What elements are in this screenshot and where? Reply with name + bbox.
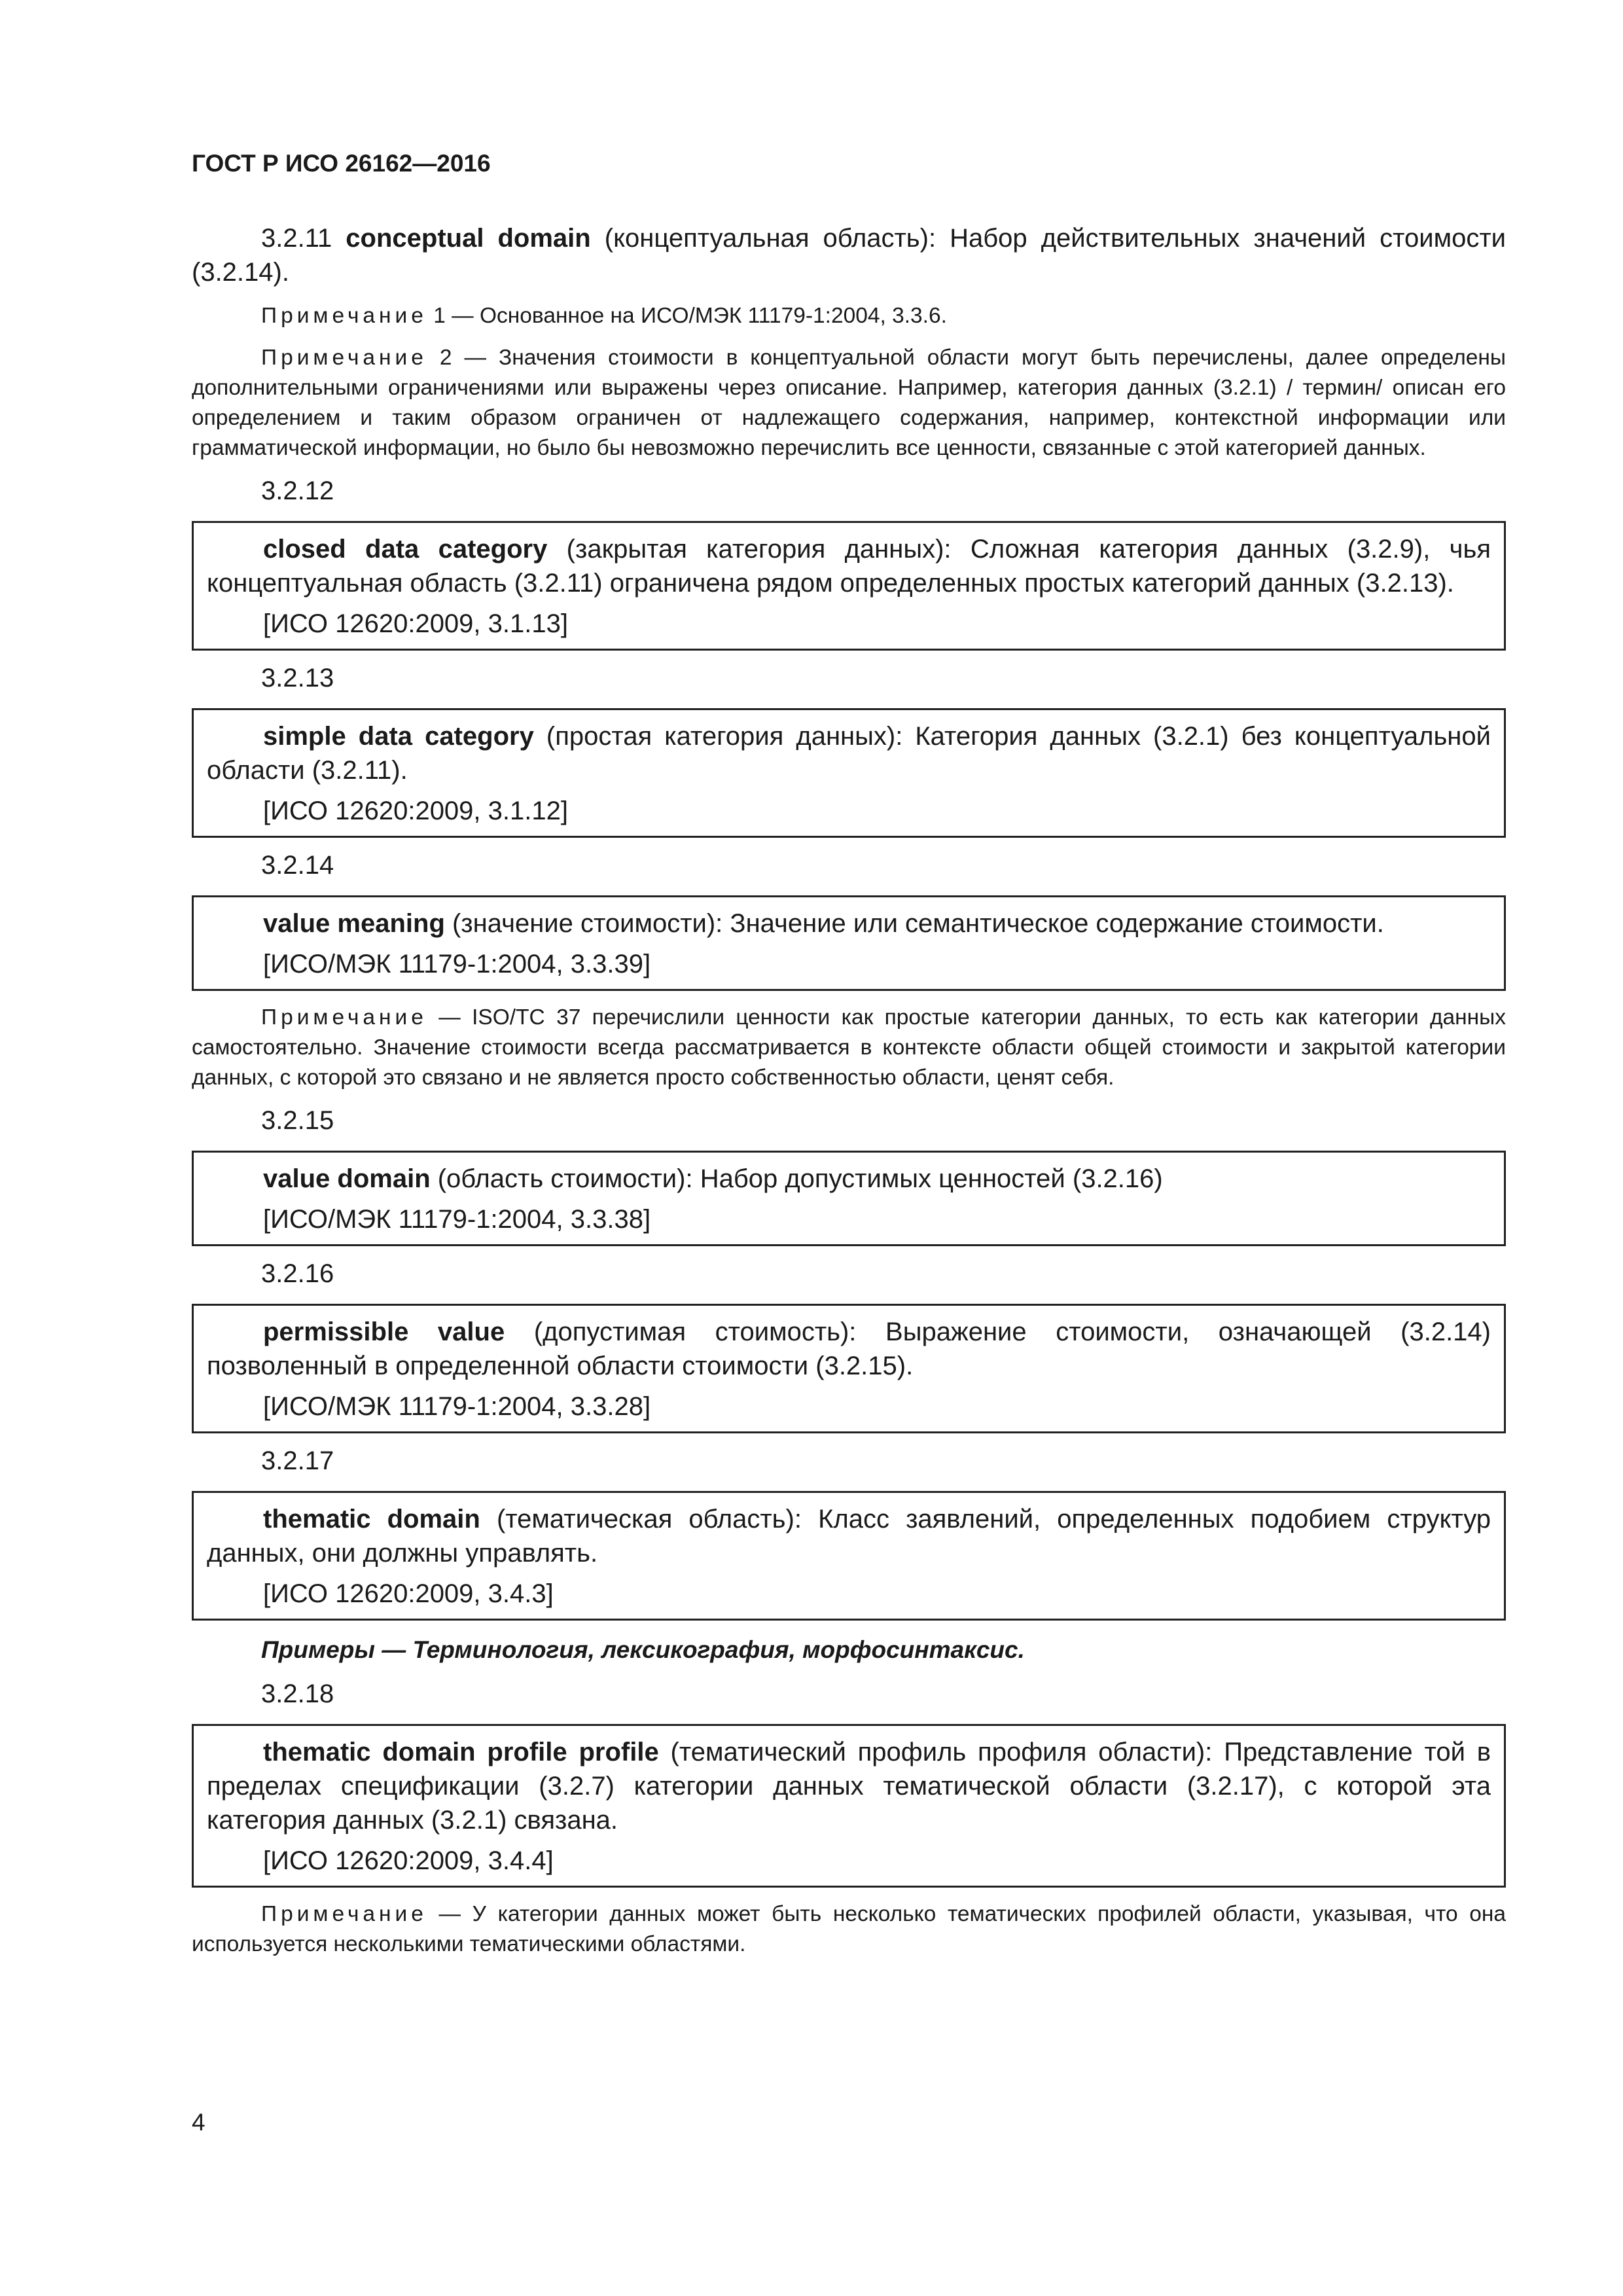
source-reference: [ИСО/МЭК 11179-1:2004, 3.3.38] xyxy=(263,1205,651,1234)
note xyxy=(192,1899,1506,1960)
document-content xyxy=(192,221,1506,1960)
source-reference: [ИСО 12620:2009, 3.1.12] xyxy=(263,797,568,825)
note-text: — У категории данных может быть несколько тематических профилей области, указывая, что она используется несколькими тематическими областями. xyxy=(192,1902,1506,1956)
note-label: Примечание xyxy=(261,1005,427,1030)
note-1 xyxy=(192,301,1506,331)
entry-number: 3.2.16 xyxy=(261,1259,334,1288)
note-text: 2 — Значения стоимости в концептуальной области могут быть перечислены, далее определены дополнительными ограничениями или выражены через описание. Например, категория данных (3.2.1) / термин/ описан его определением и таким образом ограничен от надлежащего содержания, например, контекстной информации или грамматической информации, но было бы невозможно перечислить все ценности, связанные с этой категорией данных. xyxy=(192,346,1506,460)
definition xyxy=(207,1735,1491,1837)
entry-number: 3.2.13 xyxy=(261,664,334,692)
definition-text: (значение стоимости): Значение или семантическое содержание стоимости. xyxy=(444,909,1384,938)
source-reference: [ИСО/МЭК 11179-1:2004, 3.3.28] xyxy=(263,1392,651,1421)
definition-text: (тематическая область): Класс заявлений, определенных подобием структур данных, они должны управлять. xyxy=(207,1505,1491,1568)
note-label: Примечание xyxy=(261,304,427,328)
definition: (концептуальная область): Набор действительных значений стоимости (3.2.14). xyxy=(192,224,1506,287)
note-text: 1 — Основанное на ИСО/МЭК 11179-1:2004, 3.3.6. xyxy=(427,304,947,328)
definition-box-3-2-15 xyxy=(192,1151,1506,1246)
definition-box-3-2-16 xyxy=(192,1304,1506,1433)
term: simple data category xyxy=(263,722,534,751)
entry-number: 3.2.11 xyxy=(261,224,332,253)
page-number: 4 xyxy=(192,2109,205,2136)
note-label: Примечание xyxy=(261,346,427,370)
entry-number: 3.2.14 xyxy=(261,851,334,880)
definition-box-3-2-12 xyxy=(192,521,1506,651)
definition xyxy=(207,906,1491,941)
definition-text: (допустимая стоимость): Выражение стоимости, означающей (3.2.14) позволенный в определенной области стоимости (3.2.15). xyxy=(207,1318,1491,1380)
term: conceptual domain xyxy=(346,224,591,253)
entry-3-2-11 xyxy=(192,221,1506,289)
entry-number: 3.2.12 xyxy=(261,476,334,505)
source-reference: [ИСО/МЭК 11179-1:2004, 3.3.39] xyxy=(263,950,651,978)
term: value domain xyxy=(263,1164,431,1193)
note-label: Примечание xyxy=(261,1902,427,1926)
term: permissible value xyxy=(263,1318,505,1346)
definition-box-3-2-13 xyxy=(192,708,1506,838)
definition-text: (область стоимости): Набор допустимых ценностей (3.2.16) xyxy=(430,1164,1163,1193)
definition-text: (простая категория данных): Категория данных (3.2.1) без концептуальной области (3.2.11). xyxy=(207,722,1491,785)
examples: Примеры — Терминология, лексикография, морфосинтаксис. xyxy=(261,1636,1025,1663)
definition xyxy=(207,1162,1491,1196)
definition-box-3-2-14 xyxy=(192,895,1506,991)
term: thematic domain xyxy=(263,1505,480,1534)
definition xyxy=(207,532,1491,600)
entry-number: 3.2.15 xyxy=(261,1106,334,1135)
definition xyxy=(207,719,1491,787)
note-2 xyxy=(192,343,1506,463)
note xyxy=(192,1003,1506,1093)
definition-box-3-2-18 xyxy=(192,1724,1506,1888)
term: thematic domain profile profile xyxy=(263,1738,659,1767)
term: closed data category xyxy=(263,535,548,564)
note-text: — ISO/TC 37 перечислили ценности как простые категории данных, то есть как категории данных самостоятельно. Значение стоимости всегда рассматривается в контексте области общей стоимости и закрытой категории данных, с которой это связано и не является просто собственностью области, ценят себя. xyxy=(192,1005,1506,1090)
definition xyxy=(207,1502,1491,1570)
source-reference: [ИСО 12620:2009, 3.4.3] xyxy=(263,1579,554,1608)
entry-number: 3.2.17 xyxy=(261,1446,334,1475)
source-reference: [ИСО 12620:2009, 3.4.4] xyxy=(263,1846,554,1875)
entry-number: 3.2.18 xyxy=(261,1679,334,1708)
definition-box-3-2-17 xyxy=(192,1491,1506,1621)
source-reference: [ИСО 12620:2009, 3.1.13] xyxy=(263,609,568,638)
definition-text: (закрытая категория данных): Сложная категория данных (3.2.9), чья концептуальная область (3.2.11) ограничена рядом определенных простых категорий данных (3.2.13). xyxy=(207,535,1491,598)
definition xyxy=(207,1315,1491,1383)
term: value meaning xyxy=(263,909,445,938)
definition-text: (тематический профиль профиля области): Представление той в пределах спецификации (3.2.7) категории данных тематической области (3.2.17), с которой эта категория данных (3.2.1) связана. xyxy=(207,1738,1491,1835)
document-header: ГОСТ Р ИСО 26162—2016 xyxy=(192,150,491,177)
